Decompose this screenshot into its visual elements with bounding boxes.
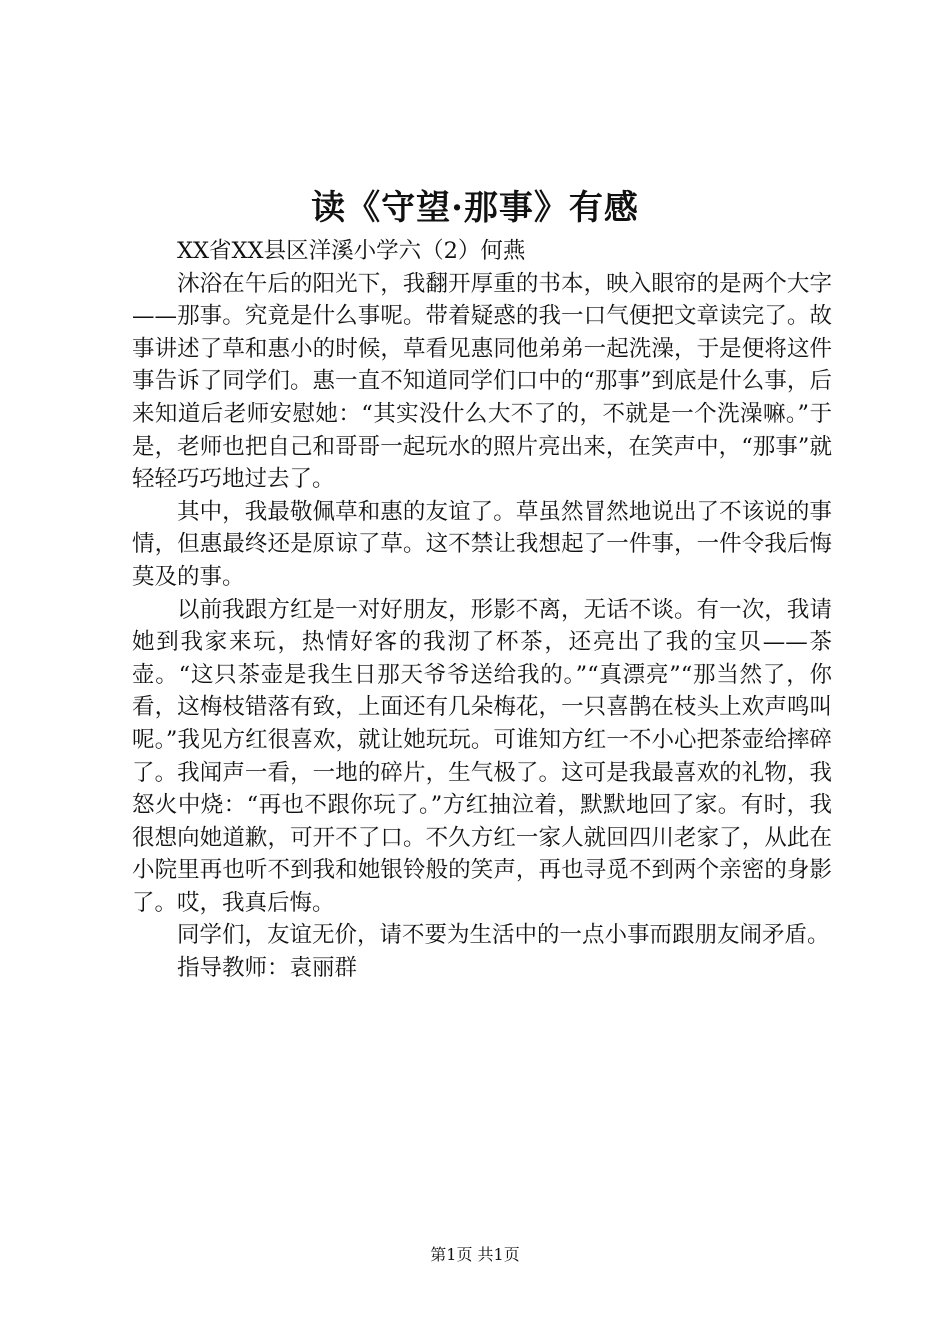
paragraph: 同学们，友谊无价，请不要为生活中的一点小事而跟朋友闹矛盾。	[177, 922, 830, 949]
document-body	[132, 235, 832, 985]
paragraph: 其中，我最敬佩草和惠的友谊了。草虽然冒然地说出了不该说的事情，但惠最终还是原谅了草。这不禁让我想起了一件事，一件令我后悔莫及的事。	[132, 498, 832, 590]
advisor-line: 指导教师：袁丽群	[177, 955, 358, 982]
paragraph: 沐浴在午后的阳光下，我翻开厚重的书本，映入眼帘的是两个大字——那事。究竟是什么事呢。带着疑惑的我一口气便把文章读完了。故事讲述了草和惠小的时候，草看见惠同他弟弟一起洗澡，于是便将这件事告诉了同学们。惠一直不知道同学们口中的“那事”到底是什么事，后来知道后老师安慰她：“其实没什么大不了的，不就是一个洗澡嘛。”于是，老师也把自己和哥哥一起玩水的照片亮出来，在笑声中，“那事”就轻轻巧巧地过去了。	[132, 270, 832, 493]
page-footer: 第1页 共1页	[430, 1245, 520, 1264]
author-line: XX省XX县区洋溪小学六（2）何燕	[177, 238, 526, 264]
paragraph: 以前我跟方红是一对好朋友，形影不离，无话不谈。有一次，我请她到我家来玩，热情好客的我沏了杯茶，还亮出了我的宝贝——茶壶。“这只茶壶是我生日那天爷爷送给我的。”“真漂亮”“那当然了，你看，这梅枝错落有致，上面还有几朵梅花，一只喜鹊在枝头上欢声鸣叫呢。”我见方红很喜欢，就让她玩玩。可谁知方红一不小心把茶壶给摔碎了。我闻声一看，一地的碎片，生气极了。这可是我最喜欢的礼物，我怒火中烧：“再也不跟你玩了。”方红抽泣着，默默地回了家。有时，我很想向她道歉，可开不了口。不久方红一家人就回四川老家了，从此在小院里再也听不到我和她银铃般的笑声，再也寻觅不到两个亲密的身影了。哎，我真后悔。	[132, 596, 832, 916]
document-title: 读《守望·那事》有感	[311, 188, 639, 228]
